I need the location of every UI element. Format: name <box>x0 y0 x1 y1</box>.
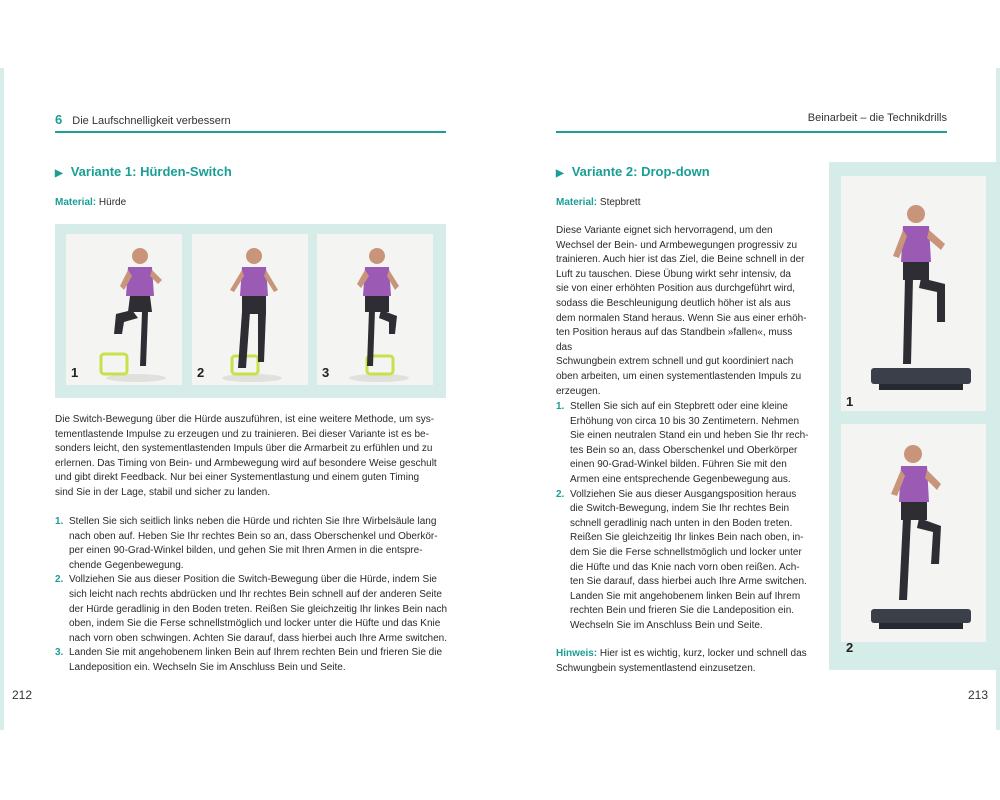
photo-panel-right <box>829 162 1000 670</box>
right-page <box>500 0 1000 800</box>
material-label: Material: <box>556 197 598 208</box>
text-line: sich leicht nach rechts abdrücken und Ihr rechtes Bein schnell auf der anderen Seite <box>69 588 442 600</box>
step-item <box>556 400 811 488</box>
step-number: 3. <box>55 647 64 659</box>
step-number: 1. <box>55 516 64 527</box>
athlete-figure-illustration <box>841 176 986 411</box>
material-value: Hürde <box>98 197 127 208</box>
text-line: die Switch-Bewegung, indem Sie Ihr rechtes Bein <box>570 503 790 515</box>
text-line: Landeposition ein. Wechseln Sie im Anschluss Bein und Seite. <box>69 661 346 673</box>
header-rule-right <box>556 131 947 133</box>
text-line: sodass die Beschleunigung deutlich höher ist als aus <box>556 297 791 309</box>
text-line: trainieren. Auch hier ist das Ziel, die Beine schnell in der <box>556 254 805 266</box>
text-line: nach oben auf. Heben Sie Ihr rechtes Bein so an, dass Oberschenkel und Oberkör- <box>69 530 438 542</box>
text-line: Vollziehen Sie aus dieser Position die Switch-Bewegung über die Hürde, indem Sie <box>69 574 437 586</box>
photo-label: 1 <box>846 394 854 409</box>
text-line: Landen Sie mit angehobenem linken Bein auf Ihrem <box>570 590 801 602</box>
text-line: tes Bein so an, dass Oberschenkel und Oberkörper <box>570 444 798 456</box>
step-number: 1. <box>556 401 565 412</box>
exercise-photo-1 <box>841 176 986 411</box>
text-line: erzeugen. <box>556 385 601 397</box>
photo-label: 2 <box>197 365 205 380</box>
exercise-photo-1 <box>66 234 182 385</box>
intro-paragraph-left <box>55 413 455 501</box>
text-line: Die Switch-Bewegung über die Hürde auszuführen, ist eine weitere Methode, um sys- <box>55 414 435 425</box>
text-line: schnell geradlinig nach unten in den Boden treten. <box>570 517 793 529</box>
step-item <box>55 515 455 573</box>
text-line: sie von einer erhöhten Position aus durchgeführt wird, <box>556 283 796 295</box>
running-head-right: Beinarbeit – die Technikdrills <box>807 112 947 124</box>
page-number-right: 213 <box>967 688 988 702</box>
variant-title: Variante 2: Drop-down <box>571 164 710 179</box>
material-value: Stepbrett <box>599 197 641 208</box>
text-line: Vollziehen Sie aus dieser Ausgangsposition heraus <box>570 488 797 500</box>
text-line: Schwungbein extrem schnell und gut koordiniert nach <box>556 356 794 368</box>
athlete-figure-illustration <box>192 234 308 385</box>
text-line: Sie einen neutralen Stand ein und heben Sie Ihr rech- <box>570 430 809 442</box>
text-line: Schwungbein systementlastend einzusetzen. <box>556 662 756 674</box>
athlete-figure-illustration <box>317 234 433 385</box>
text-line: tementlastende Impulse zu erzeugen und zu trainieren. Bei dieser Variante ist es be- <box>55 428 429 440</box>
material-line-left <box>55 197 126 208</box>
triangle-icon: ▶ <box>55 168 63 179</box>
triangle-icon: ▶ <box>556 168 564 179</box>
step-item <box>55 573 455 646</box>
text-line: Reißen Sie gleichzeitig Ihr linkes Bein nach oben, in- <box>570 532 804 544</box>
steps-left <box>55 515 455 676</box>
text-line: Landen Sie mit angehobenem linken Bein auf Ihrem rechten Bein und frieren Sie die <box>69 647 443 659</box>
text-line: Armen eine entsprechende Gegenbewegung aus. <box>570 473 791 485</box>
header-rule-left <box>55 131 446 133</box>
running-head-left <box>55 112 231 127</box>
text-line: Wechsel der Bein- und Armbewegungen progressiv zu <box>556 239 798 251</box>
photo-label: 1 <box>71 365 79 380</box>
page-number-left: 212 <box>12 688 33 702</box>
exercise-photo-2 <box>841 424 986 642</box>
hint-text: Hier ist es wichtig, kurz, locker und schnell das <box>599 648 807 659</box>
text-line: nach vorn oben schwingen. Achten Sie darauf, dass hierbei auch Ihre Arme switchen. <box>69 632 448 644</box>
text-line: Stellen Sie sich auf ein Stepbrett oder eine kleine <box>570 401 788 412</box>
text-line: Luft zu tauschen. Diese Übung wirkt sehr intensiv, da <box>556 268 791 280</box>
step-number: 2. <box>55 574 64 586</box>
material-label: Material: <box>55 197 97 208</box>
text-line: Diese Variante eignet sich hervorragend, um den <box>556 225 773 236</box>
text-line: sind Sie in der Lage, stabil und sicher zu landen. <box>55 486 271 498</box>
text-line: Wechseln Sie im Anschluss Bein und Seite. <box>570 619 763 631</box>
exercise-photo-3 <box>317 234 433 385</box>
chapter-number: 6 <box>55 112 63 127</box>
photo-panel-left <box>55 224 446 398</box>
variant-title: Variante 1: Hürden-Switch <box>70 164 232 179</box>
chapter-title: Die Laufschnelligkeit verbessern <box>72 115 231 127</box>
step-number: 2. <box>556 488 565 500</box>
text-line: oben, indem Sie die Ferse schnellstmöglich und locker unter die Hüfte und das Knie <box>69 618 441 630</box>
athlete-figure-illustration <box>841 424 986 642</box>
exercise-photo-2 <box>192 234 308 385</box>
text-line: der Hürde geradlinig in den Boden treten. Reißen Sie gleichzeitig Ihr linkes Bein nach <box>69 603 448 615</box>
hint-label: Hinweis: <box>556 648 598 659</box>
text-line: chende Gegenbewegung. <box>69 559 184 571</box>
steps-right <box>556 400 811 634</box>
variant-heading-left <box>55 164 232 179</box>
text-line: rechten Bein und frieren Sie die Landeposition ein. <box>570 605 795 617</box>
text-line: ten Position heraus auf das Standbein »fallen«, muss das <box>556 327 793 353</box>
photo-label: 3 <box>322 365 330 380</box>
material-line-right <box>556 197 641 208</box>
step-item <box>556 488 811 634</box>
text-line: dem Sie die Ferse schnellstmöglich und locker unter <box>570 546 802 558</box>
text-line: Erhöhung von circa 10 bis 30 Zentimetern. Nehmen <box>570 415 800 427</box>
text-line: oben arbeiten, um einen systementlastenden Impuls zu <box>556 370 802 382</box>
text-line: und gibt direkt Feedback. Nur bei einer Systementlastung und einem guten Timing <box>55 472 420 484</box>
step-item <box>55 646 455 675</box>
text-line: sonders leicht, den systementlastenden Impuls über die Armarbeit zu erfühlen und zu <box>55 443 433 455</box>
text-line: einen 90-Grad-Winkel bilden. Führen Sie mit den <box>570 459 787 471</box>
photo-label: 2 <box>846 640 854 655</box>
text-line: ten Sie darauf, dass hierbei auch Ihre Arme switchen. <box>570 576 807 588</box>
text-line: Stellen Sie sich seitlich links neben die Hürde und richten Sie Ihre Wirbelsäule lang <box>69 516 437 527</box>
athlete-figure-illustration <box>66 234 182 385</box>
text-line: erlernen. Das Timing von Bein- und Armbewegung wird auf besondere Weise geschult <box>55 457 437 469</box>
variant-heading-right <box>556 164 710 179</box>
intro-paragraph-right <box>556 224 811 399</box>
text-line: die Hüfte und das Knie nach vorn oben reißen. Ach- <box>570 561 800 573</box>
text-line: per einen 90-Grad-Winkel bilden, und gehen Sie mit Ihren Armen in die entspre- <box>69 545 423 557</box>
text-line <box>556 647 811 662</box>
text-line: dem normalen Stand heraus. Wenn Sie aus einer erhöh- <box>556 312 807 324</box>
hint-box <box>556 647 811 676</box>
